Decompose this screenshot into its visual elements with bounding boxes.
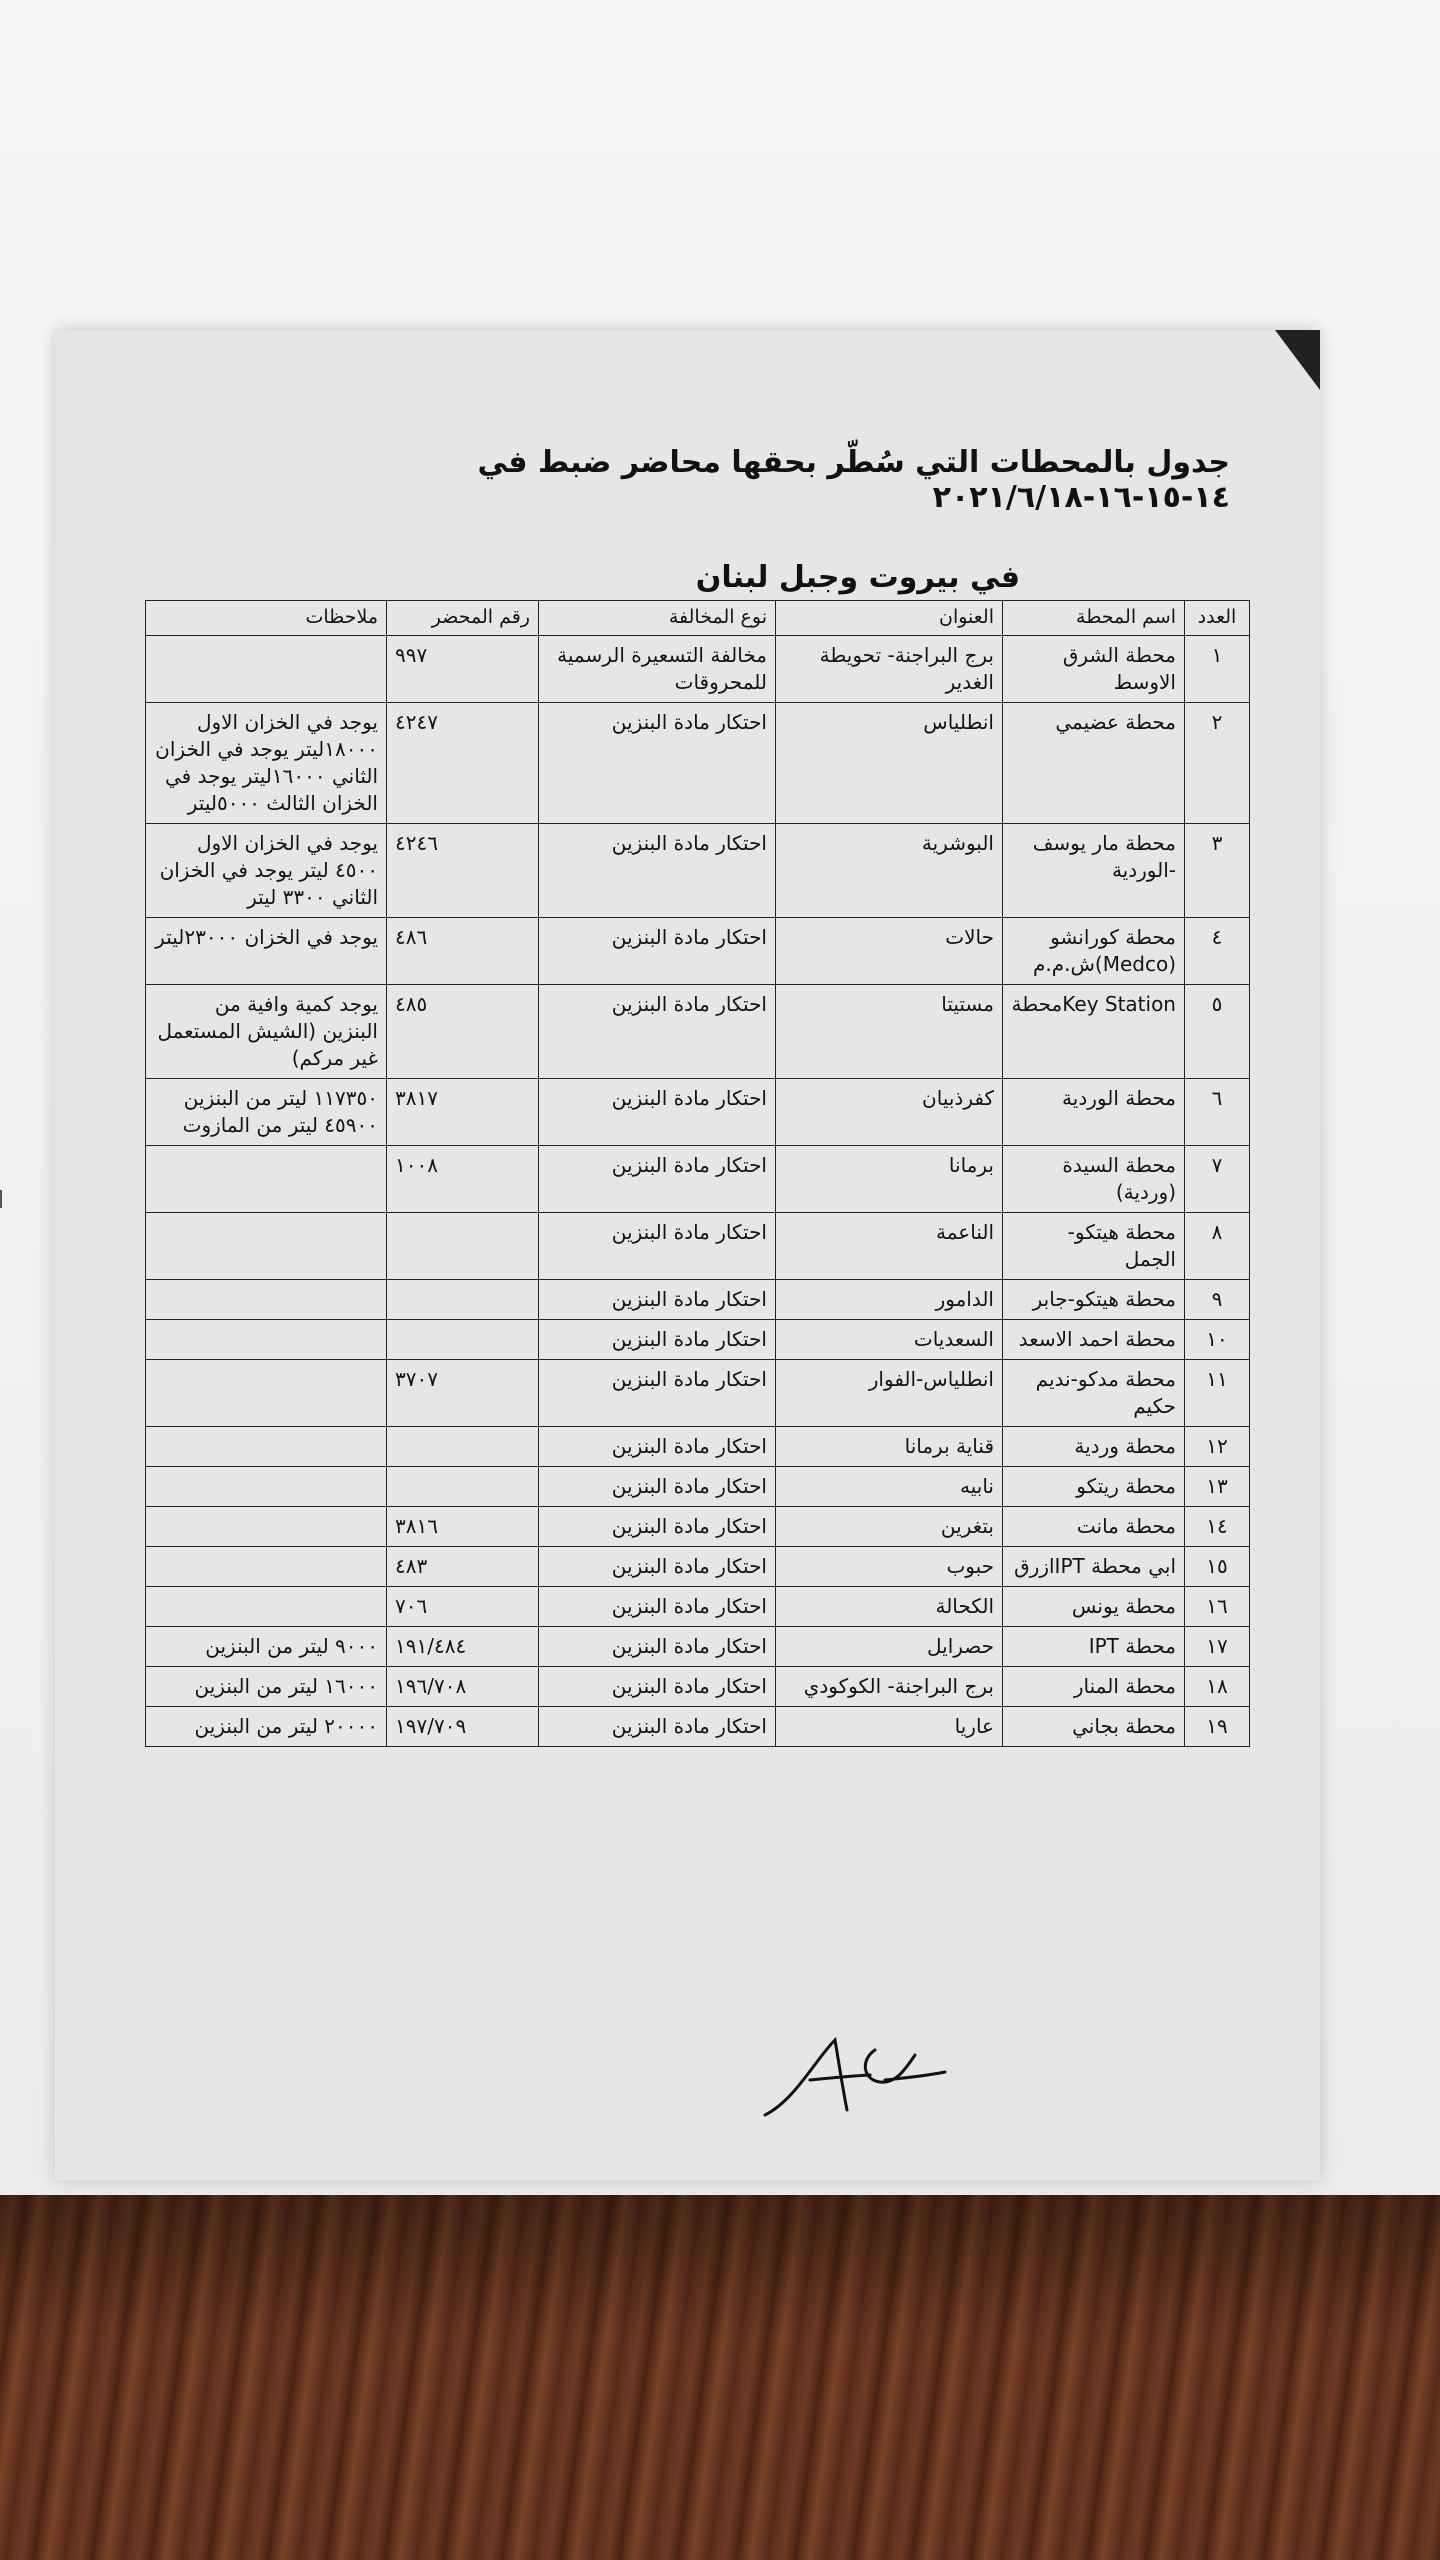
station-address: انطلياس <box>776 702 1003 823</box>
station-address: السعديات <box>776 1319 1003 1359</box>
station-name: محطة ريتكو <box>1003 1466 1185 1506</box>
station-name: محطة مانت <box>1003 1506 1185 1546</box>
row-notes: يوجد في الخزان ٢٣٠٠٠ليتر <box>146 917 387 984</box>
table-row <box>146 1706 1250 1746</box>
table-row <box>146 984 1250 1078</box>
station-address: برج البراجنة- تحويطة الغدير <box>776 635 1003 702</box>
folded-corner <box>1275 330 1320 390</box>
station-address: عاريا <box>776 1706 1003 1746</box>
violation-type: احتكار مادة البنزين <box>539 823 776 917</box>
report-number: ١٩٧/٧٠٩ <box>387 1706 539 1746</box>
report-number <box>387 1466 539 1506</box>
table-row <box>146 1359 1250 1426</box>
station-name: محطة هيتكو- الجمل <box>1003 1212 1185 1279</box>
station-name: محطة وردية <box>1003 1426 1185 1466</box>
row-number: ٢ <box>1185 702 1250 823</box>
table-row <box>146 635 1250 702</box>
report-number: ٧٠٦ <box>387 1586 539 1626</box>
col-header-notes: ملاحظات <box>146 601 387 636</box>
violation-type: احتكار مادة البنزين <box>539 984 776 1078</box>
row-number: ٤ <box>1185 917 1250 984</box>
document-subtitle: في بيروت وجبل لبنان <box>695 560 1020 595</box>
report-number: ٩٩٧ <box>387 635 539 702</box>
station-address: انطلياس-الفوار <box>776 1359 1003 1426</box>
table-body <box>146 635 1250 1746</box>
col-header-violation: نوع المخالفة <box>539 601 776 636</box>
row-number: ٧ <box>1185 1145 1250 1212</box>
row-notes <box>146 1212 387 1279</box>
report-number: ٣٨١٧ <box>387 1078 539 1145</box>
station-name: محطة مدكو-نديم حكيم <box>1003 1359 1185 1426</box>
col-header-number: العدد <box>1185 601 1250 636</box>
row-number: ١٧ <box>1185 1626 1250 1666</box>
row-number: ٦ <box>1185 1078 1250 1145</box>
table-row <box>146 1506 1250 1546</box>
violation-type: احتكار مادة البنزين <box>539 1319 776 1359</box>
violation-type: احتكار مادة البنزين <box>539 1706 776 1746</box>
table-row <box>146 823 1250 917</box>
row-notes: ١١٧٣٥٠ ليتر من البنزين ٤٥٩٠٠ ليتر من المازوت <box>146 1078 387 1145</box>
violation-type: احتكار مادة البنزين <box>539 1506 776 1546</box>
station-name: محطة مار يوسف -الوردية <box>1003 823 1185 917</box>
table-row <box>146 917 1250 984</box>
station-address: الدامور <box>776 1279 1003 1319</box>
violation-type: احتكار مادة البنزين <box>539 1466 776 1506</box>
station-address: نابيه <box>776 1466 1003 1506</box>
station-address: حالات <box>776 917 1003 984</box>
row-notes <box>146 1466 387 1506</box>
row-number: ١٨ <box>1185 1666 1250 1706</box>
violation-type: احتكار مادة البنزين <box>539 1279 776 1319</box>
row-number: ١٢ <box>1185 1426 1250 1466</box>
station-name: محطة عضيمي <box>1003 702 1185 823</box>
wooden-desk <box>0 2195 1440 2560</box>
violation-type: احتكار مادة البنزين <box>539 1546 776 1586</box>
row-number: ٩ <box>1185 1279 1250 1319</box>
row-number: ١٤ <box>1185 1506 1250 1546</box>
row-number: ١ <box>1185 635 1250 702</box>
station-address: البوشرية <box>776 823 1003 917</box>
row-notes: ٢٠٠٠٠ ليتر من البنزين <box>146 1706 387 1746</box>
row-notes <box>146 1145 387 1212</box>
report-number: ٣٧٠٧ <box>387 1359 539 1426</box>
station-name: محطة السيدة (وردية) <box>1003 1145 1185 1212</box>
row-notes: يوجد في الخزان الاول ٤٥٠٠ ليتر يوجد في الخزان الثاني ٣٣٠٠ ليتر <box>146 823 387 917</box>
table-row <box>146 1212 1250 1279</box>
report-number: ١٠٠٨ <box>387 1145 539 1212</box>
col-header-address: العنوان <box>776 601 1003 636</box>
station-address: قناية برمانا <box>776 1426 1003 1466</box>
row-notes: ١٦٠٠٠ ليتر من البنزين <box>146 1666 387 1706</box>
station-name: محطة هيتكو-جابر <box>1003 1279 1185 1319</box>
station-name: محطة IPT <box>1003 1626 1185 1666</box>
station-address: الكحالة <box>776 1586 1003 1626</box>
document-title: جدول بالمحطات التي سُطّر بحقها محاضر ضبط في ١٤-١٥-١٦-٢٠٢١/٦/١٨ <box>477 445 1230 515</box>
handwritten-signature <box>755 2020 955 2130</box>
violation-type: احتكار مادة البنزين <box>539 1666 776 1706</box>
station-name: محطة كورانشو (Medco)ش.م.م <box>1003 917 1185 984</box>
station-address: كفرذبيان <box>776 1078 1003 1145</box>
station-address: برمانا <box>776 1145 1003 1212</box>
row-number: ١١ <box>1185 1359 1250 1426</box>
table-row <box>146 1626 1250 1666</box>
report-number: ٤٢٤٦ <box>387 823 539 917</box>
row-notes <box>146 1586 387 1626</box>
table-row <box>146 1319 1250 1359</box>
col-header-report-number: رقم المحضر <box>387 601 539 636</box>
row-number: ١٥ <box>1185 1546 1250 1586</box>
table-row <box>146 1586 1250 1626</box>
row-number: ١٩ <box>1185 1706 1250 1746</box>
violation-type: احتكار مادة البنزين <box>539 1359 776 1426</box>
station-name: ابي محطة IPTازرق <box>1003 1546 1185 1586</box>
stations-table <box>145 600 1250 1747</box>
row-notes <box>146 1546 387 1586</box>
station-name: محطة الوردية <box>1003 1078 1185 1145</box>
table-row <box>146 1279 1250 1319</box>
row-number: ٥ <box>1185 984 1250 1078</box>
report-number <box>387 1319 539 1359</box>
station-name: محطة بجاني <box>1003 1706 1185 1746</box>
table-row <box>146 1145 1250 1212</box>
table-header-row <box>146 601 1250 636</box>
station-name: محطة احمد الاسعد <box>1003 1319 1185 1359</box>
station-address: بتغرين <box>776 1506 1003 1546</box>
report-number: ٤٨٥ <box>387 984 539 1078</box>
violation-type: احتكار مادة البنزين <box>539 917 776 984</box>
margin-mark <box>0 1190 10 1208</box>
col-header-station-name: اسم المحطة <box>1003 601 1185 636</box>
table-row <box>146 1466 1250 1506</box>
row-number: ٨ <box>1185 1212 1250 1279</box>
violation-type: احتكار مادة البنزين <box>539 1078 776 1145</box>
violation-type: احتكار مادة البنزين <box>539 702 776 823</box>
row-notes: ٩٠٠٠ ليتر من البنزين <box>146 1626 387 1666</box>
report-number: ١٩٦/٧٠٨ <box>387 1666 539 1706</box>
violation-type: احتكار مادة البنزين <box>539 1212 776 1279</box>
row-notes <box>146 1279 387 1319</box>
station-name: محطة يونس <box>1003 1586 1185 1626</box>
row-notes <box>146 1319 387 1359</box>
table-row <box>146 1546 1250 1586</box>
report-number <box>387 1279 539 1319</box>
violation-type: احتكار مادة البنزين <box>539 1626 776 1666</box>
violation-type: احتكار مادة البنزين <box>539 1586 776 1626</box>
report-number: ٤٨٣ <box>387 1546 539 1586</box>
station-name: Key Stationمحطة <box>1003 984 1185 1078</box>
row-notes <box>146 1506 387 1546</box>
table-row <box>146 702 1250 823</box>
table-row <box>146 1426 1250 1466</box>
row-number: ١٦ <box>1185 1586 1250 1626</box>
row-number: ١٠ <box>1185 1319 1250 1359</box>
station-address: حبوب <box>776 1546 1003 1586</box>
report-number: ١٩١/٤٨٤ <box>387 1626 539 1666</box>
photographed-document <box>55 330 1320 2180</box>
violation-type: احتكار مادة البنزين <box>539 1426 776 1466</box>
row-notes: يوجد في الخزان الاول ١٨٠٠٠ليتر يوجد في الخزان الثاني ١٦٠٠٠ليتر يوجد في الخزان الثالث ٥٠٠٠ليتر <box>146 702 387 823</box>
station-address: الناعمة <box>776 1212 1003 1279</box>
station-address: مستيتا <box>776 984 1003 1078</box>
row-notes: يوجد كمية وافية من البنزين (الشيش المستعمل غير مركم) <box>146 984 387 1078</box>
report-number <box>387 1212 539 1279</box>
row-notes <box>146 1359 387 1426</box>
station-address: حصرايل <box>776 1626 1003 1666</box>
station-name: محطة المنار <box>1003 1666 1185 1706</box>
row-number: ١٣ <box>1185 1466 1250 1506</box>
report-number: ٤٢٤٧ <box>387 702 539 823</box>
row-number: ٣ <box>1185 823 1250 917</box>
station-address: برج البراجنة- الكوكودي <box>776 1666 1003 1706</box>
report-number: ٣٨١٦ <box>387 1506 539 1546</box>
row-notes <box>146 635 387 702</box>
violation-type: مخالفة التسعيرة الرسمية للمحروقات <box>539 635 776 702</box>
table-row <box>146 1078 1250 1145</box>
station-name: محطة الشرق الاوسط <box>1003 635 1185 702</box>
violation-type: احتكار مادة البنزين <box>539 1145 776 1212</box>
row-notes <box>146 1426 387 1466</box>
report-number <box>387 1426 539 1466</box>
report-number: ٤٨٦ <box>387 917 539 984</box>
table-row <box>146 1666 1250 1706</box>
